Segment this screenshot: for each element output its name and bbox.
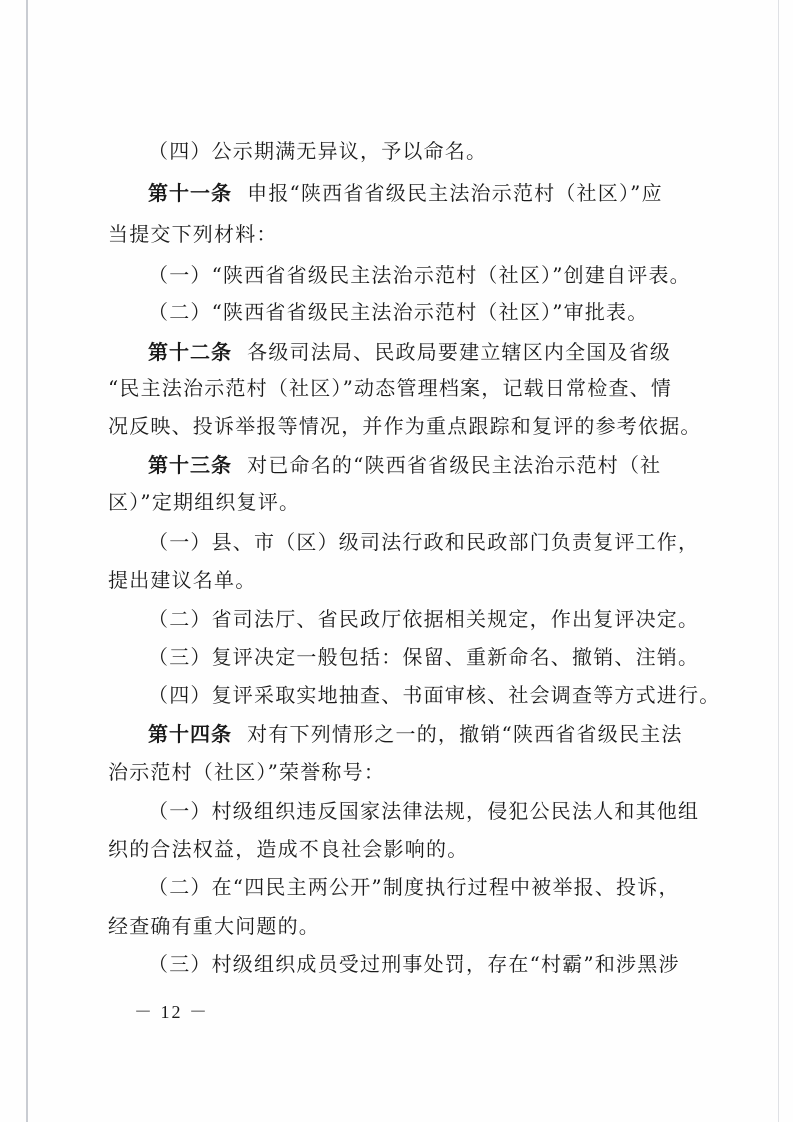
article-number: 第十一条	[148, 181, 232, 205]
page-number: － 12 －	[134, 1002, 209, 1022]
line-text: （二）“陕西省省级民主法治示范村（社区）”审批表。	[148, 300, 649, 324]
line-text: 区）”定期组织复评。	[108, 490, 301, 514]
article-13-line	[148, 451, 661, 479]
paragraph-line	[148, 298, 648, 326]
paragraph-line	[148, 643, 699, 671]
line-text: 对已命名的“陕西省省级民主法治示范村（社	[247, 453, 662, 477]
paragraph-line	[108, 758, 385, 786]
paragraph-line	[148, 605, 699, 633]
line-text: （二）在“四民主两公开”制度执行过程中被举报、投诉，	[148, 875, 680, 899]
page-left-edge	[26, 0, 28, 1122]
article-11-line	[148, 179, 663, 207]
line-text: （一）村级组织违反国家法律法规，侵犯公民法人和其他组	[148, 799, 700, 823]
article-14-line	[148, 720, 683, 748]
line-text: （二）省司法厅、省民政厅依据相关规定，作出复评决定。	[148, 607, 700, 631]
article-number: 第十二条	[148, 340, 232, 364]
paragraph-line	[108, 488, 300, 516]
line-text: （四）复评采取实地抽查、书面审核、社会调查等方式进行。	[148, 683, 721, 707]
line-text: 经查确有重大问题的。	[108, 914, 320, 938]
paragraph-line	[148, 797, 699, 825]
paragraph-line	[108, 912, 320, 940]
paragraph-line	[148, 528, 699, 556]
paragraph-line	[108, 566, 256, 594]
line-text: 申报“陕西省省级民主法治示范村（社区）”应	[247, 181, 663, 205]
line-text: 对有下列情形之一的，撤销“陕西省省级民主法	[247, 722, 683, 746]
paragraph-line	[148, 950, 680, 978]
paragraph-line	[108, 220, 278, 248]
paragraph-line	[148, 137, 487, 165]
page-right-edge	[778, 0, 779, 1122]
line-text: 当提交下列材料：	[108, 222, 278, 246]
paragraph-line	[148, 681, 720, 709]
paragraph-line	[148, 261, 691, 289]
paragraph-line	[108, 835, 468, 863]
line-text: （四）公示期满无异议，予以命名。	[148, 139, 488, 163]
line-text: 治示范村（社区）”荣誉称号：	[108, 760, 386, 784]
line-text: （三）复评决定一般包括：保留、重新命名、撤销、注销。	[148, 645, 700, 669]
article-number: 第十三条	[148, 453, 232, 477]
line-text: （三）村级组织成员受过刑事处罚，存在“村霸”和涉黑涉	[148, 952, 680, 976]
line-text: （一）县、市（区）级司法行政和民政部门负责复评工作，	[148, 530, 700, 554]
line-text: （一）“陕西省省级民主法治示范村（社区）”创建自评表。	[148, 263, 691, 287]
line-text: 织的合法权益，造成不良社会影响的。	[108, 837, 469, 861]
paragraph-line	[148, 873, 680, 901]
paragraph-line	[108, 374, 672, 402]
article-12-line	[148, 338, 671, 366]
line-text: “民主法治示范村（社区）”动态管理档案，记载日常检查、情	[108, 376, 673, 400]
paragraph-line	[108, 412, 702, 440]
line-text: 提出建议名单。	[108, 568, 257, 592]
line-text: 况反映、投诉举报等情况，并作为重点跟踪和复评的参考依据。	[108, 414, 702, 438]
line-text: 各级司法局、民政局要建立辖区内全国及省级	[247, 340, 672, 364]
article-number: 第十四条	[148, 722, 232, 746]
